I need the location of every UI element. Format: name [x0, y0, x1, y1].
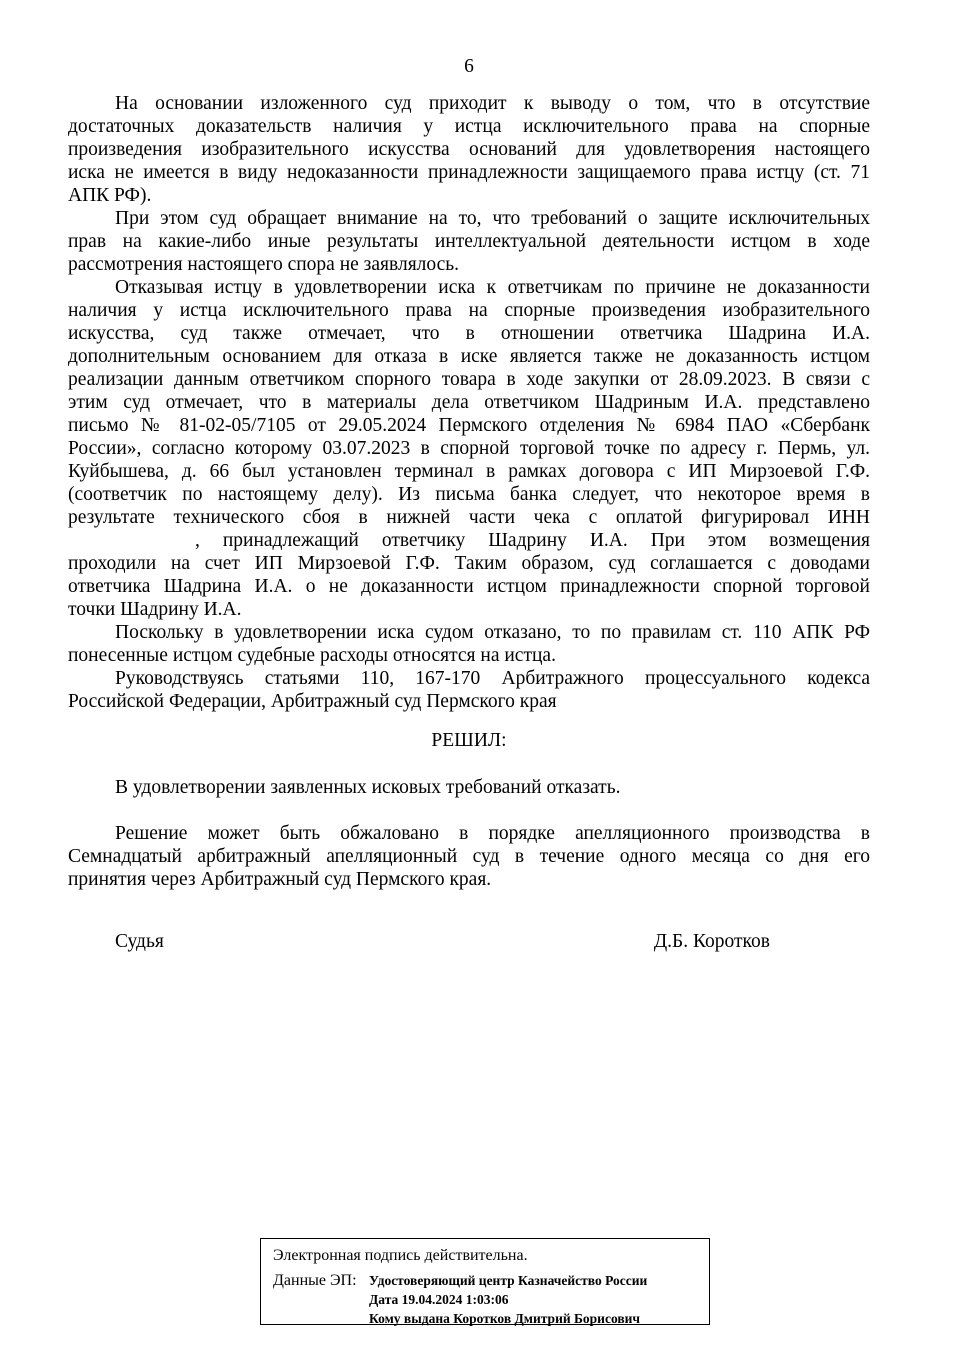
text-line: достаточных доказательств наличия у истца исключительного права на спорные: [68, 116, 870, 137]
paragraph-costs: [68, 621, 870, 667]
text-line: прав на какие-либо иные результаты интеллектуальной деятельности истцом в ходе: [68, 231, 870, 252]
signature-authority: Удостоверяющий центр Казначейство России: [369, 1273, 648, 1288]
redacted-inn-gap: [68, 545, 195, 546]
electronic-signature-stamp: [260, 1238, 710, 1325]
page-number: 6: [464, 56, 474, 77]
text-line: проходили на счет ИП Мирзоевой Г.Ф. Таким образом, суд соглашается с доводами: [68, 553, 870, 574]
text-line: АПК РФ).: [68, 185, 152, 206]
text-line: этим суд отмечает, что в материалы дела ответчиком Шадриным И.А. представлено: [68, 392, 870, 413]
resolution-heading: РЕШИЛ:: [431, 730, 507, 751]
text-line: точки Шадрину И.А.: [68, 599, 242, 620]
judge-signature-row: [68, 930, 870, 953]
signature-details: [369, 1271, 647, 1328]
signature-valid-text: Электронная подпись действительна.: [273, 1247, 528, 1264]
text-line: произведения изобразительного искусства оснований для удовлетворения настоящего: [68, 139, 870, 160]
signature-data-row: [273, 1271, 697, 1328]
text-line: искусства, суд также отмечает, что в отношении ответчика Шадрина И.А.: [68, 323, 870, 344]
text-line: Решение может быть обжаловано в порядке апелляционного производства в: [115, 823, 870, 844]
text-line: Куйбышева, д. 66 был установлен терминал в рамках договора с ИП Мирзоевой Г.Ф.: [68, 461, 870, 482]
text-line: (соответчик по настоящему делу). Из письма банка следует, что некоторое время в: [68, 484, 870, 505]
judge-label: Судья: [115, 931, 164, 952]
text-line: России», согласно которому 03.07.2023 в спорной торговой точке по адресу г. Пермь, ул.: [68, 438, 870, 459]
text-line: наличия у истца исключительного права на спорные произведения изобразительного: [68, 300, 870, 321]
text-line: Поскольку в удовлетворении иска судом отказано, то по правилам ст. 110 АПК РФ: [115, 622, 870, 643]
text-line: На основании изложенного суд приходит к выводу о том, что в отсутствие: [115, 93, 870, 114]
paragraph-refusal-grounds: [68, 276, 870, 621]
paragraph-note: [68, 207, 870, 276]
text-line: дополнительным основанием для отказа в иске является также не доказанность истцом: [68, 346, 870, 367]
signature-data-label: Данные ЭП:: [273, 1272, 357, 1289]
text-line: Семнадцатый арбитражный апелляционный суд в течение одного месяца со дня его: [68, 846, 870, 867]
text-block: [68, 55, 870, 953]
text-line: принятия через Арбитражный суд Пермского края.: [68, 869, 492, 890]
signature-issued-to: Кому выдана Коротков Дмитрий Борисович: [369, 1311, 641, 1326]
text-line: письмо № 81-02-05/7105 от 29.05.2024 Пермского отделения № 6984 ПАО «Сбербанк: [68, 415, 870, 436]
text-line-with-redaction: [68, 529, 870, 552]
text-line: Российской Федерации, Арбитражный суд Пермского края: [68, 691, 557, 712]
text-line: иска не имеется в виду недоказанности принадлежности защищаемого права истцу (ст. 71: [68, 162, 870, 183]
text-line: реализации данным ответчиком спорного товара в ходе закупки от 28.09.2023. В связи с: [68, 369, 870, 390]
text-line: понесенные истцом судебные расходы относятся на истца.: [68, 645, 556, 666]
text-after-redaction: , принадлежащий ответчику Шадрину И.А. При этом возмещения: [195, 530, 870, 551]
text-line: результате технического сбоя в нижней части чека с оплатой фигурировал ИНН: [68, 507, 870, 528]
text-line: ответчика Шадрина И.А. о не доказанности истцом принадлежности спорной торговой: [68, 576, 870, 597]
text-line: рассмотрения настоящего спора не заявлялось.: [68, 254, 460, 275]
text-line: Отказывая истцу в удовлетворении иска к ответчикам по причине не доказанности: [115, 277, 870, 298]
paragraph-conclusion: [68, 92, 870, 207]
paragraph-appeal: [68, 822, 870, 891]
spacer: [68, 752, 870, 776]
spacer: [68, 799, 870, 822]
paragraph-guided-by: [68, 667, 870, 713]
paragraph-resolution: В удовлетворении заявленных исковых требований отказать.: [115, 777, 621, 798]
text-line: При этом суд обращает внимание на то, что требований о защите исключительных: [115, 208, 870, 229]
text-line: Руководствуясь статьями 110, 167-170 Арбитражного процессуального кодекса: [115, 668, 870, 689]
judge-name: Д.Б. Коротков: [653, 931, 770, 952]
signature-date: Дата 19.04.2024 1:03:06: [369, 1292, 509, 1307]
